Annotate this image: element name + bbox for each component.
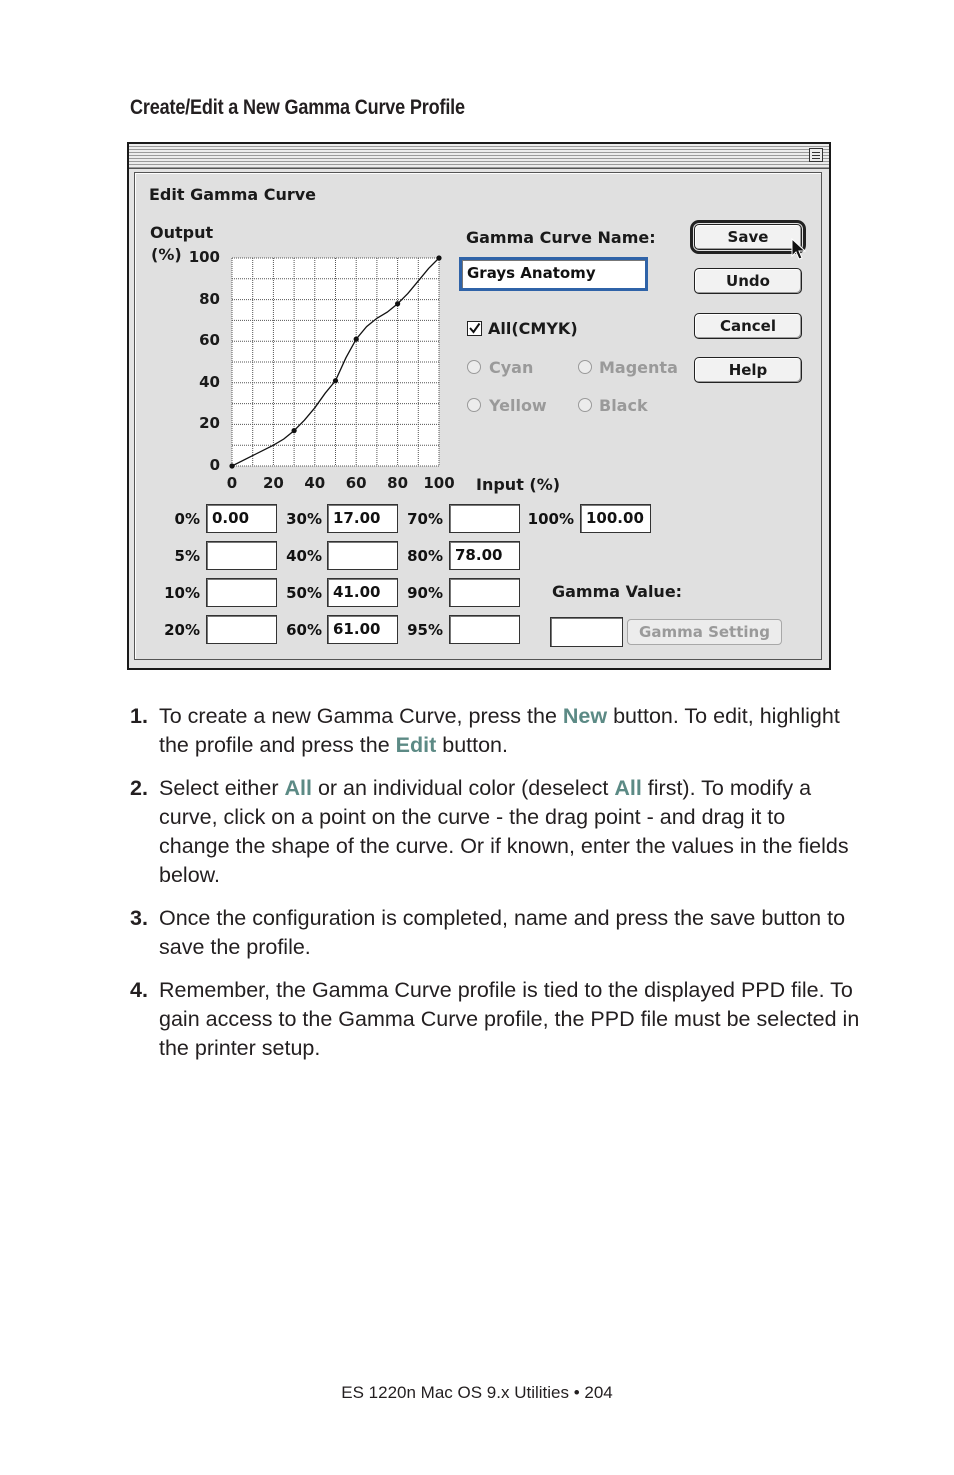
save-button[interactable]: Save bbox=[694, 224, 802, 250]
button-name-keyword: New bbox=[562, 704, 608, 728]
curve-drag-point[interactable] bbox=[333, 378, 338, 383]
field-label-100: 100% bbox=[527, 510, 574, 528]
black-radio-label: Black bbox=[599, 396, 648, 415]
step-text-run: first). To modify a curve, click on a point on the curve - the drag point - and drag it to change the shape of the curve. Or if known, enter the values in the fields below. bbox=[159, 776, 849, 887]
gamma-curve-graph[interactable] bbox=[232, 258, 439, 466]
x-tick-label: 20 bbox=[262, 474, 284, 492]
field-label-30: 30% bbox=[286, 510, 322, 528]
cancel-button[interactable]: Cancel bbox=[694, 313, 802, 339]
y-tick-label: 20 bbox=[199, 414, 220, 433]
gamma-setting-button[interactable]: Gamma Setting bbox=[627, 619, 782, 645]
curve-drag-point[interactable] bbox=[436, 255, 441, 260]
all-cmyk-checkbox[interactable] bbox=[467, 321, 482, 336]
step-text-run: or an individual color (deselect bbox=[311, 776, 615, 800]
page-footer: ES 1220n Mac OS 9.x Utilities • 204 bbox=[341, 1383, 613, 1402]
output-field-40[interactable] bbox=[327, 541, 398, 570]
cyan-radio[interactable] bbox=[467, 360, 481, 374]
output-field-20[interactable] bbox=[206, 615, 277, 644]
y-tick-label: 0 bbox=[209, 456, 220, 474]
instruction-step bbox=[130, 774, 860, 890]
y-tick-label: 80 bbox=[199, 289, 220, 308]
output-field-90[interactable] bbox=[449, 578, 520, 607]
step-number: 2. bbox=[130, 776, 148, 800]
x-tick-label: 0 bbox=[226, 474, 238, 492]
field-label-80: 80% bbox=[407, 547, 443, 565]
help-button[interactable]: Help bbox=[694, 357, 802, 383]
step-text-run: Select either bbox=[159, 776, 285, 800]
output-axis-unit: (%) bbox=[151, 245, 182, 264]
input-axis-label: Input (%) bbox=[476, 475, 561, 494]
collapse-box-icon[interactable] bbox=[809, 148, 823, 162]
gamma-curve-name-input[interactable]: Grays Anatomy bbox=[459, 257, 648, 291]
y-tick-label: 60 bbox=[199, 331, 220, 350]
step-number: 1. bbox=[130, 704, 148, 728]
output-field-95[interactable] bbox=[449, 615, 520, 644]
button-name-keyword: Edit bbox=[395, 733, 437, 757]
gamma-curve-name-label: Gamma Curve Name: bbox=[466, 228, 656, 247]
curve-drag-point[interactable] bbox=[229, 463, 234, 468]
output-field-0[interactable]: 0.00 bbox=[206, 504, 277, 533]
step-number: 3. bbox=[130, 906, 148, 930]
output-field-10[interactable] bbox=[206, 578, 277, 607]
cyan-radio-label: Cyan bbox=[489, 358, 534, 377]
undo-button[interactable]: Undo bbox=[694, 268, 802, 294]
x-tick-label: 40 bbox=[304, 474, 326, 492]
magenta-radio-label: Magenta bbox=[599, 358, 678, 377]
output-field-5[interactable] bbox=[206, 541, 277, 570]
y-tick-label: 100 bbox=[188, 248, 220, 266]
step-text-run: Remember, the Gamma Curve profile is tied to the displayed PPD file. To gain access to the Gamma Curve profile, the PPD file must be selected in the printer setup. bbox=[159, 978, 860, 1060]
all-cmyk-label: All(CMYK) bbox=[488, 319, 578, 338]
output-field-30[interactable]: 17.00 bbox=[327, 504, 398, 533]
output-field-60[interactable]: 61.00 bbox=[327, 615, 398, 644]
step-number: 4. bbox=[130, 978, 148, 1002]
output-field-100[interactable]: 100.00 bbox=[580, 504, 651, 533]
curve-drag-point[interactable] bbox=[354, 337, 359, 342]
magenta-radio[interactable] bbox=[578, 360, 592, 374]
instruction-steps bbox=[130, 702, 860, 1077]
x-tick-label: 80 bbox=[387, 474, 409, 492]
instruction-step bbox=[130, 904, 860, 962]
gamma-value-input[interactable] bbox=[550, 617, 623, 647]
output-field-50[interactable]: 41.00 bbox=[327, 578, 398, 607]
yellow-radio-label: Yellow bbox=[489, 396, 547, 415]
step-text-run: button. To edit, highlight the profile and press the bbox=[159, 704, 840, 757]
y-tick-label: 40 bbox=[199, 372, 220, 391]
yellow-radio[interactable] bbox=[467, 398, 481, 412]
curve-drag-point[interactable] bbox=[292, 428, 297, 433]
button-name-keyword: All bbox=[614, 776, 642, 800]
instruction-step bbox=[130, 702, 860, 760]
step-text bbox=[159, 704, 840, 757]
group-title: Edit Gamma Curve bbox=[149, 185, 317, 204]
output-field-80[interactable]: 78.00 bbox=[449, 541, 520, 570]
gamma-curve-plot[interactable] bbox=[232, 258, 439, 466]
field-label-0: 0% bbox=[174, 510, 200, 528]
step-text-run: To create a new Gamma Curve, press the bbox=[159, 704, 563, 728]
mouse-pointer-icon bbox=[791, 238, 807, 262]
x-tick-label: 60 bbox=[345, 474, 367, 492]
field-label-50: 50% bbox=[286, 584, 322, 602]
instruction-step bbox=[130, 976, 860, 1063]
gamma-value-label: Gamma Value: bbox=[552, 582, 683, 601]
x-tick-label: 100 bbox=[423, 474, 455, 492]
black-radio[interactable] bbox=[578, 398, 592, 412]
field-label-95: 95% bbox=[407, 621, 443, 639]
step-text bbox=[159, 906, 845, 959]
field-label-20: 20% bbox=[164, 621, 200, 639]
step-text bbox=[159, 978, 859, 1060]
step-text-run: button. bbox=[436, 733, 508, 757]
section-heading: Create/Edit a New Gamma Curve Profile bbox=[130, 96, 465, 119]
field-label-5: 5% bbox=[174, 547, 200, 565]
step-text-run: Once the configuration is completed, name and press the save button to save the profile. bbox=[159, 906, 846, 959]
window-title-bar[interactable] bbox=[129, 144, 829, 169]
field-label-90: 90% bbox=[407, 584, 443, 602]
output-field-70[interactable] bbox=[449, 504, 520, 533]
checkmark-icon bbox=[468, 322, 481, 335]
curve-drag-point[interactable] bbox=[395, 301, 400, 306]
field-label-70: 70% bbox=[407, 510, 443, 528]
field-label-10: 10% bbox=[164, 584, 200, 602]
field-label-40: 40% bbox=[286, 547, 322, 565]
step-text bbox=[159, 776, 849, 887]
field-label-60: 60% bbox=[286, 621, 322, 639]
button-name-keyword: All bbox=[284, 776, 312, 800]
output-axis-label: Output bbox=[150, 223, 214, 242]
